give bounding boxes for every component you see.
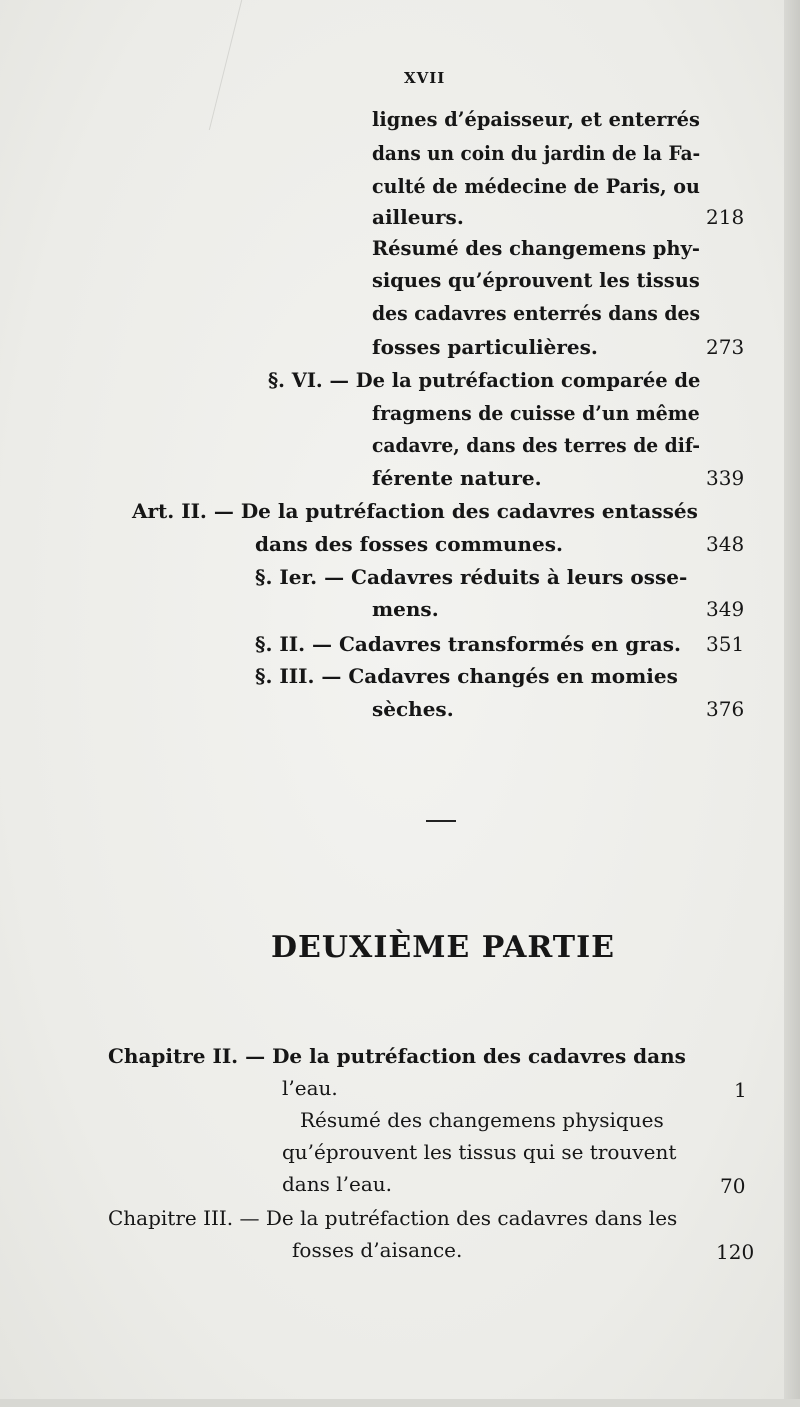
page-edge — [784, 0, 800, 1407]
toc-page-ref: 351 — [706, 632, 745, 656]
toc-page-ref: 1 — [734, 1078, 747, 1102]
toc-page-ref: 349 — [706, 597, 745, 621]
part-heading: DEUXIÈME PARTIE — [271, 930, 616, 965]
toc-page-ref: 273 — [706, 335, 745, 359]
toc-line: §. III. — Cadavres changés en momies — [255, 664, 678, 688]
toc-line: culté de médecine de Paris, ou — [372, 174, 700, 198]
toc-line: §. Ier. — Cadavres réduits à leurs osse- — [255, 565, 688, 589]
toc-line: lignes d’épaisseur, et enterrés — [372, 107, 700, 131]
section-divider — [426, 820, 456, 822]
toc-line: dans l’eau. — [282, 1172, 392, 1196]
toc-line: Résumé des changemens physiques — [300, 1108, 664, 1132]
page-number: XVII — [404, 69, 446, 87]
toc-page-ref: 339 — [706, 466, 745, 490]
toc-line: Résumé des changemens phy- — [372, 236, 700, 260]
toc-line: qu’éprouvent les tissus qui se trouvent — [282, 1140, 677, 1164]
toc-page-ref: 348 — [706, 532, 745, 556]
toc-line: dans un coin du jardin de la Fa- — [372, 141, 701, 165]
toc-line: siques qu’éprouvent les tissus — [372, 268, 700, 292]
toc-page-ref: 120 — [716, 1240, 755, 1264]
toc-line: fosses d’aisance. — [292, 1238, 463, 1262]
toc-line: §. II. — Cadavres transformés en gras. — [255, 632, 681, 656]
toc-line: Art. II. — De la putréfaction des cadavres entassés — [132, 499, 698, 523]
toc-line: Chapitre II. — De la putréfaction des cadavres dans — [108, 1044, 686, 1068]
toc-line: cadavre, dans des terres de dif- — [372, 433, 700, 457]
page-bottom-edge — [0, 1399, 800, 1407]
toc-line: fosses particulières. — [372, 335, 598, 359]
toc-page-ref: 218 — [706, 205, 745, 229]
toc-line: dans des fosses communes. — [255, 532, 563, 556]
toc-line: l’eau. — [282, 1076, 338, 1100]
paper-tear — [139, 0, 242, 130]
toc-line: férente nature. — [372, 466, 542, 490]
toc-line: sèches. — [372, 697, 454, 721]
toc-line: §. VI. — De la putréfaction comparée de — [268, 368, 701, 392]
toc-line: ailleurs. — [372, 205, 464, 229]
toc-line: Chapitre III. — De la putréfaction des cadavres dans les — [108, 1206, 678, 1230]
toc-page-ref: 376 — [706, 697, 745, 721]
toc-page-ref: 70 — [720, 1174, 746, 1198]
toc-line: mens. — [372, 597, 439, 621]
toc-line: fragmens de cuisse d’un même — [372, 401, 700, 425]
toc-line: des cadavres enterrés dans des — [372, 301, 701, 325]
